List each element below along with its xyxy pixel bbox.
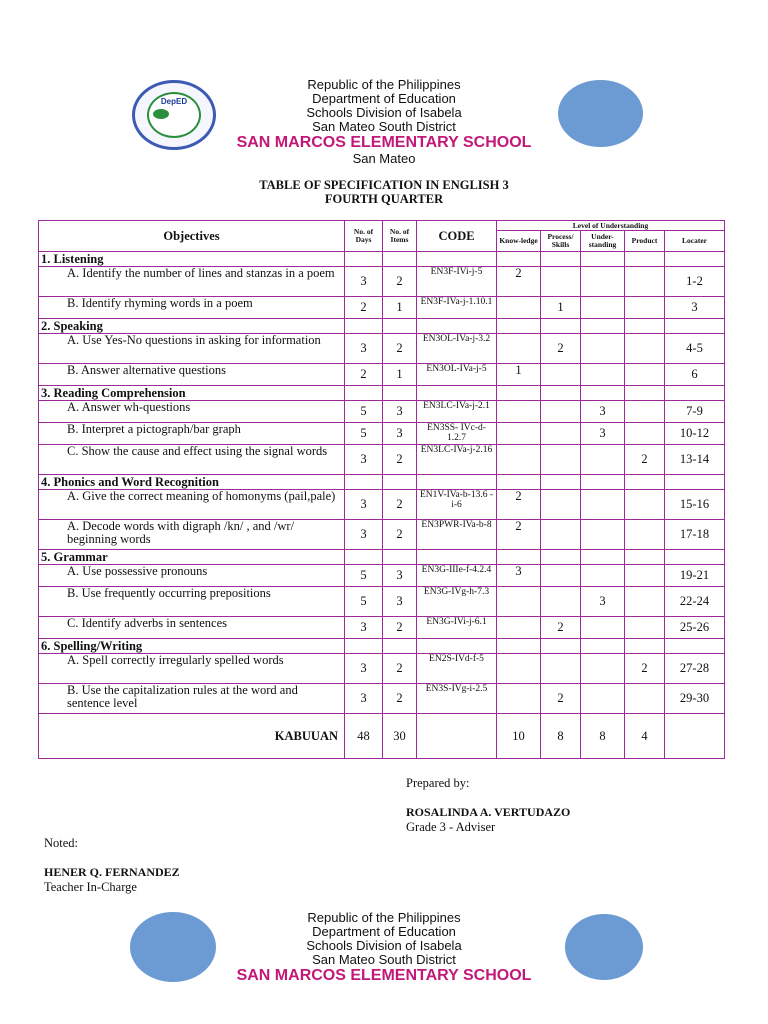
- total-understanding: 8: [581, 714, 625, 759]
- code-cell: EN3G-IVi-j-6.1: [417, 617, 497, 639]
- process-cell: [541, 401, 581, 423]
- school-name: SAN MARCOS ELEMENTARY SCHOOL: [236, 134, 532, 151]
- empty-cell: [417, 319, 497, 334]
- empty-cell: [383, 319, 417, 334]
- understanding-cell: 3: [581, 401, 625, 423]
- days-cell: 2: [345, 364, 383, 386]
- header-product: Product: [625, 231, 665, 252]
- empty-cell: [417, 386, 497, 401]
- prepared-name: ROSALINDA A. VERTUDAZO: [406, 805, 571, 819]
- knowledge-cell: [497, 334, 541, 364]
- empty-cell: [541, 475, 581, 490]
- locator-cell: 15-16: [665, 490, 725, 520]
- empty-cell: [581, 550, 625, 565]
- code-cell: EN3OL-IVa-j-5: [417, 364, 497, 386]
- product-cell: [625, 617, 665, 639]
- code-cell: EN2S-IVd-f-5: [417, 654, 497, 684]
- items-cell: 2: [383, 617, 417, 639]
- product-cell: 2: [625, 654, 665, 684]
- empty-cell: [497, 475, 541, 490]
- locator-cell: 7-9: [665, 401, 725, 423]
- understanding-cell: [581, 364, 625, 386]
- process-cell: [541, 565, 581, 587]
- locator-cell: 1-2: [665, 267, 725, 297]
- locator-cell: 3: [665, 297, 725, 319]
- objective-text: A. Decode words with digraph /kn/ , and /wr/ beginning words: [39, 520, 345, 550]
- process-cell: [541, 445, 581, 475]
- empty-cell: [665, 550, 725, 565]
- objective-text: A. Use possessive pronouns: [39, 565, 345, 587]
- process-cell: 2: [541, 617, 581, 639]
- objective-row: [39, 401, 725, 423]
- section-title: 2. Speaking: [39, 319, 345, 334]
- objective-text: C. Show the cause and effect using the signal words: [39, 445, 345, 475]
- prepared-block: [406, 776, 570, 835]
- items-cell: 2: [383, 267, 417, 297]
- noted-name: HENER Q. FERNANDEZ: [44, 865, 180, 879]
- days-cell: 5: [345, 401, 383, 423]
- header-understanding: Under-standing: [581, 231, 625, 252]
- empty-cell: [383, 475, 417, 490]
- empty-cell: [581, 319, 625, 334]
- empty-cell: [625, 475, 665, 490]
- days-cell: 2: [345, 297, 383, 319]
- section-title: 5. Grammar: [39, 550, 345, 565]
- days-cell: 5: [345, 565, 383, 587]
- empty-cell: [417, 639, 497, 654]
- objective-row: [39, 617, 725, 639]
- code-cell: EN3PWR-IVa-b-8: [417, 520, 497, 550]
- understanding-cell: [581, 520, 625, 550]
- header-locator: Locater: [665, 231, 725, 252]
- locator-cell: 29-30: [665, 684, 725, 714]
- logo-text: DepED: [160, 97, 188, 106]
- items-cell: 1: [383, 297, 417, 319]
- locator-cell: 13-14: [665, 445, 725, 475]
- objective-row: [39, 423, 725, 445]
- knowledge-cell: [497, 617, 541, 639]
- product-cell: 2: [625, 445, 665, 475]
- understanding-cell: [581, 297, 625, 319]
- objective-text: A. Give the correct meaning of homonyms (pail,pale): [39, 490, 345, 520]
- header-level: Level of Understanding: [497, 221, 725, 231]
- prepared-role: Grade 3 - Adviser: [406, 820, 496, 834]
- product-cell: [625, 565, 665, 587]
- empty-cell: [581, 252, 625, 267]
- days-cell: 5: [345, 587, 383, 617]
- process-cell: 2: [541, 334, 581, 364]
- locator-cell: 10-12: [665, 423, 725, 445]
- noted-block: [44, 836, 180, 895]
- knowledge-cell: [497, 445, 541, 475]
- process-cell: [541, 267, 581, 297]
- objective-text: B. Use the capitalization rules at the word and sentence level: [39, 684, 345, 714]
- empty-cell: [581, 639, 625, 654]
- empty-cell: [417, 475, 497, 490]
- items-cell: 3: [383, 565, 417, 587]
- product-cell: [625, 364, 665, 386]
- understanding-cell: [581, 267, 625, 297]
- empty-cell: [497, 252, 541, 267]
- empty-cell: [665, 475, 725, 490]
- section-title: 3. Reading Comprehension: [39, 386, 345, 401]
- code-cell: EN3F-IVi-j-5: [417, 267, 497, 297]
- understanding-cell: [581, 684, 625, 714]
- empty-cell: [541, 550, 581, 565]
- empty-cell: [541, 319, 581, 334]
- empty-cell: [625, 386, 665, 401]
- locator-cell: 22-24: [665, 587, 725, 617]
- objective-text: A. Use Yes-No questions in asking for information: [39, 334, 345, 364]
- code-cell: EN1V-IVa-b-13.6 -i-6: [417, 490, 497, 520]
- product-cell: [625, 401, 665, 423]
- school-name: SAN MARCOS ELEMENTARY SCHOOL: [236, 967, 532, 984]
- town-name: San Mateo: [352, 151, 416, 166]
- header-line: Department of Education: [312, 924, 456, 939]
- header-line: San Mateo South District: [312, 952, 456, 967]
- objective-row: [39, 297, 725, 319]
- total-code: [417, 714, 497, 759]
- empty-cell: [345, 252, 383, 267]
- items-cell: 2: [383, 654, 417, 684]
- title-line-2: FOURTH QUARTER: [324, 192, 444, 206]
- empty-cell: [625, 639, 665, 654]
- days-cell: 3: [345, 684, 383, 714]
- header-line: San Mateo South District: [312, 119, 456, 134]
- items-cell: 2: [383, 490, 417, 520]
- locator-cell: 17-18: [665, 520, 725, 550]
- knowledge-cell: 3: [497, 565, 541, 587]
- process-cell: [541, 520, 581, 550]
- process-cell: [541, 364, 581, 386]
- knowledge-cell: [497, 684, 541, 714]
- code-cell: EN3G-IIIe-f-4.2.4: [417, 565, 497, 587]
- items-cell: 2: [383, 445, 417, 475]
- product-cell: [625, 520, 665, 550]
- product-cell: [625, 423, 665, 445]
- understanding-cell: [581, 654, 625, 684]
- empty-cell: [345, 386, 383, 401]
- days-cell: 5: [345, 423, 383, 445]
- total-row: [39, 714, 725, 759]
- items-cell: 3: [383, 587, 417, 617]
- total-product: 4: [625, 714, 665, 759]
- header-line: Schools Division of Isabela: [306, 105, 462, 120]
- knowledge-cell: 1: [497, 364, 541, 386]
- objective-text: A. Spell correctly irregularly spelled words: [39, 654, 345, 684]
- section-title: 6. Spelling/Writing: [39, 639, 345, 654]
- section-title: 1. Listening: [39, 252, 345, 267]
- header-line: Schools Division of Isabela: [306, 938, 462, 953]
- days-cell: 3: [345, 617, 383, 639]
- section-row: [39, 252, 725, 267]
- empty-cell: [383, 386, 417, 401]
- objective-text: B. Use frequently occurring prepositions: [39, 587, 345, 617]
- header-items: No. of Items: [383, 221, 417, 252]
- items-cell: 2: [383, 520, 417, 550]
- empty-cell: [665, 319, 725, 334]
- product-cell: [625, 267, 665, 297]
- objective-row: [39, 490, 725, 520]
- total-knowledge: 10: [497, 714, 541, 759]
- items-cell: 3: [383, 401, 417, 423]
- process-cell: 2: [541, 684, 581, 714]
- empty-cell: [417, 252, 497, 267]
- knowledge-cell: [497, 423, 541, 445]
- code-cell: EN3LC-IVa-j-2.16: [417, 445, 497, 475]
- empty-cell: [665, 386, 725, 401]
- product-cell: [625, 684, 665, 714]
- understanding-cell: 3: [581, 423, 625, 445]
- days-cell: 3: [345, 445, 383, 475]
- empty-cell: [625, 550, 665, 565]
- understanding-cell: [581, 445, 625, 475]
- total-locator: [665, 714, 725, 759]
- knowledge-cell: [497, 297, 541, 319]
- locator-cell: 4-5: [665, 334, 725, 364]
- items-cell: 1: [383, 364, 417, 386]
- total-process: 8: [541, 714, 581, 759]
- process-cell: [541, 587, 581, 617]
- items-cell: 2: [383, 334, 417, 364]
- prepared-label: Prepared by:: [406, 776, 470, 790]
- knowledge-cell: 2: [497, 267, 541, 297]
- locator-cell: 25-26: [665, 617, 725, 639]
- empty-cell: [497, 319, 541, 334]
- process-cell: 1: [541, 297, 581, 319]
- empty-cell: [581, 386, 625, 401]
- understanding-cell: 3: [581, 587, 625, 617]
- empty-cell: [345, 475, 383, 490]
- days-cell: 3: [345, 267, 383, 297]
- code-cell: EN3S-IVg-i-2.5: [417, 684, 497, 714]
- objective-row: [39, 445, 725, 475]
- objective-row: [39, 267, 725, 297]
- objective-row: [39, 565, 725, 587]
- empty-cell: [383, 639, 417, 654]
- header-process: Process/ Skills: [541, 231, 581, 252]
- objective-row: [39, 587, 725, 617]
- total-label: KABUUAN: [39, 714, 345, 759]
- table-body: [39, 252, 725, 714]
- total-days: 48: [345, 714, 383, 759]
- knowledge-cell: [497, 587, 541, 617]
- objective-row: [39, 684, 725, 714]
- knowledge-cell: 2: [497, 490, 541, 520]
- noted-role: Teacher In-Charge: [44, 880, 137, 894]
- section-row: [39, 639, 725, 654]
- product-cell: [625, 490, 665, 520]
- doc-title: [0, 178, 768, 206]
- empty-cell: [625, 252, 665, 267]
- code-cell: EN3G-IVg-h-7.3: [417, 587, 497, 617]
- understanding-cell: [581, 565, 625, 587]
- objective-text: C. Identify adverbs in sentences: [39, 617, 345, 639]
- empty-cell: [497, 639, 541, 654]
- knowledge-cell: [497, 401, 541, 423]
- empty-cell: [541, 386, 581, 401]
- process-cell: [541, 654, 581, 684]
- header-objectives: Objectives: [39, 221, 345, 252]
- process-cell: [541, 490, 581, 520]
- section-row: [39, 475, 725, 490]
- objective-text: B. Answer alternative questions: [39, 364, 345, 386]
- objective-text: B. Interpret a pictograph/bar graph: [39, 423, 345, 445]
- code-cell: EN3OL-IVa-j-3.2: [417, 334, 497, 364]
- objective-row: [39, 364, 725, 386]
- header-line: Republic of the Philippines: [307, 910, 461, 925]
- locator-cell: 19-21: [665, 565, 725, 587]
- empty-cell: [417, 550, 497, 565]
- days-cell: 3: [345, 490, 383, 520]
- understanding-cell: [581, 490, 625, 520]
- specification-table: [38, 220, 725, 759]
- empty-cell: [383, 252, 417, 267]
- empty-cell: [497, 386, 541, 401]
- objective-row: [39, 654, 725, 684]
- knowledge-cell: 2: [497, 520, 541, 550]
- days-cell: 3: [345, 654, 383, 684]
- header-line: Department of Education: [312, 91, 456, 106]
- days-cell: 3: [345, 520, 383, 550]
- items-cell: 3: [383, 423, 417, 445]
- product-cell: [625, 587, 665, 617]
- header-bottom: [0, 911, 768, 985]
- header-top: [0, 78, 768, 166]
- knowledge-cell: [497, 654, 541, 684]
- empty-cell: [497, 550, 541, 565]
- process-cell: [541, 423, 581, 445]
- objective-row: [39, 520, 725, 550]
- header-code: CODE: [417, 221, 497, 252]
- noted-label: Noted:: [44, 836, 79, 850]
- section-row: [39, 319, 725, 334]
- header-knowledge: Know-ledge: [497, 231, 541, 252]
- empty-cell: [581, 475, 625, 490]
- header-line: Republic of the Philippines: [307, 77, 461, 92]
- section-row: [39, 386, 725, 401]
- locator-cell: 27-28: [665, 654, 725, 684]
- objective-text: A. Answer wh-questions: [39, 401, 345, 423]
- objective-text: B. Identify rhyming words in a poem: [39, 297, 345, 319]
- objective-text: A. Identify the number of lines and stanzas in a poem: [39, 267, 345, 297]
- understanding-cell: [581, 334, 625, 364]
- code-cell: EN3SS- IVc-d-1.2.7: [417, 423, 497, 445]
- section-row: [39, 550, 725, 565]
- title-line-1: TABLE OF SPECIFICATION IN ENGLISH 3: [259, 178, 509, 192]
- empty-cell: [541, 252, 581, 267]
- code-cell: EN3F-IVa-j-1.10.1: [417, 297, 497, 319]
- section-title: 4. Phonics and Word Recognition: [39, 475, 345, 490]
- understanding-cell: [581, 617, 625, 639]
- header-days: No. of Days: [345, 221, 383, 252]
- empty-cell: [625, 319, 665, 334]
- empty-cell: [345, 550, 383, 565]
- empty-cell: [383, 550, 417, 565]
- product-cell: [625, 334, 665, 364]
- empty-cell: [665, 252, 725, 267]
- product-cell: [625, 297, 665, 319]
- empty-cell: [541, 639, 581, 654]
- code-cell: EN3LC-IVa-j-2.1: [417, 401, 497, 423]
- total-items: 30: [383, 714, 417, 759]
- empty-cell: [665, 639, 725, 654]
- objective-row: [39, 334, 725, 364]
- items-cell: 2: [383, 684, 417, 714]
- empty-cell: [345, 319, 383, 334]
- locator-cell: 6: [665, 364, 725, 386]
- empty-cell: [345, 639, 383, 654]
- days-cell: 3: [345, 334, 383, 364]
